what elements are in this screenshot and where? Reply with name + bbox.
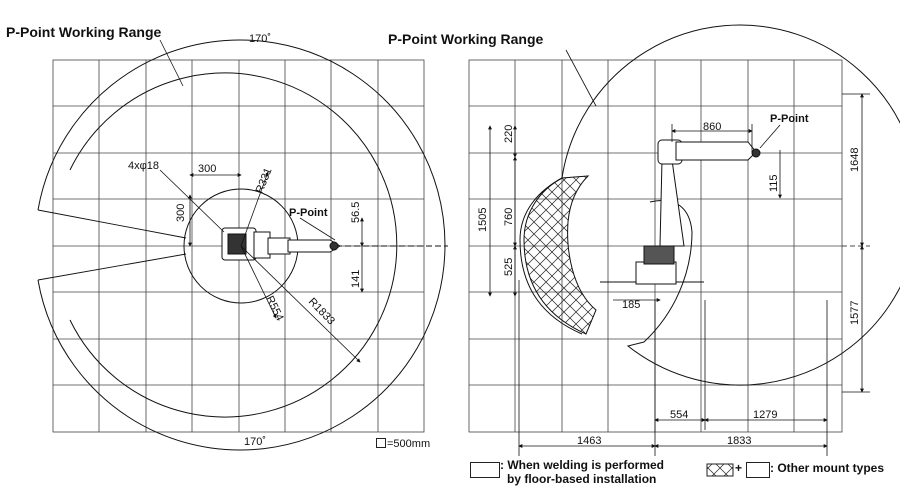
right-dim-220: 220 bbox=[503, 124, 515, 143]
right-dim-1463: 1463 bbox=[577, 435, 602, 447]
left-dim-141: 141 bbox=[350, 269, 362, 288]
left-view-title: P-Point Working Range bbox=[6, 24, 162, 40]
scale-note bbox=[376, 438, 430, 450]
left-r331: R331 bbox=[253, 166, 275, 196]
right-dim-1648: 1648 bbox=[849, 147, 861, 172]
legend-other-text: : Other mount types bbox=[770, 461, 885, 475]
legend-plus: + bbox=[735, 461, 743, 475]
scale-square-icon bbox=[376, 438, 386, 448]
right-dim-760: 760 bbox=[503, 207, 515, 226]
right-dim-860: 860 bbox=[703, 121, 722, 133]
legend-hatched-swatch bbox=[707, 464, 733, 476]
scale-note-text: =500mm bbox=[387, 438, 431, 450]
right-dim-1279: 1279 bbox=[753, 409, 778, 421]
left-angle-top: 170˚ bbox=[249, 33, 272, 45]
legend-floor-text bbox=[500, 458, 664, 486]
left-angle-bottom: 170˚ bbox=[244, 436, 267, 448]
left-r554: R554 bbox=[263, 294, 286, 323]
left-r1833: R1833 bbox=[305, 295, 337, 328]
left-bolt-label: 4xφ18 bbox=[128, 160, 159, 172]
left-dim-56-5: 56.5 bbox=[350, 201, 362, 223]
right-p-point: P-Point bbox=[770, 113, 809, 125]
left-dim-300-v: 300 bbox=[175, 203, 187, 222]
right-dim-525: 525 bbox=[503, 257, 515, 276]
right-dim-1505: 1505 bbox=[477, 207, 489, 232]
legend-blank-swatch bbox=[470, 462, 500, 478]
right-view-title: P-Point Working Range bbox=[388, 31, 544, 47]
right-range-boundary bbox=[520, 25, 900, 385]
left-p-point: P-Point bbox=[289, 207, 328, 219]
right-dim-1577: 1577 bbox=[849, 300, 861, 325]
right-dim-554: 554 bbox=[670, 409, 689, 421]
left-dim-300-h: 300 bbox=[198, 163, 217, 175]
legend-blank-swatch-2 bbox=[746, 462, 770, 478]
right-dim-185: 185 bbox=[622, 299, 641, 311]
left-robot-top-view bbox=[222, 228, 340, 260]
right-dim-115: 115 bbox=[768, 174, 780, 192]
right-dim-1833: 1833 bbox=[727, 435, 752, 447]
legend-floor-line1: : When welding is performed bbox=[500, 458, 665, 472]
legend-floor-line2: by floor-based installation bbox=[507, 472, 657, 486]
